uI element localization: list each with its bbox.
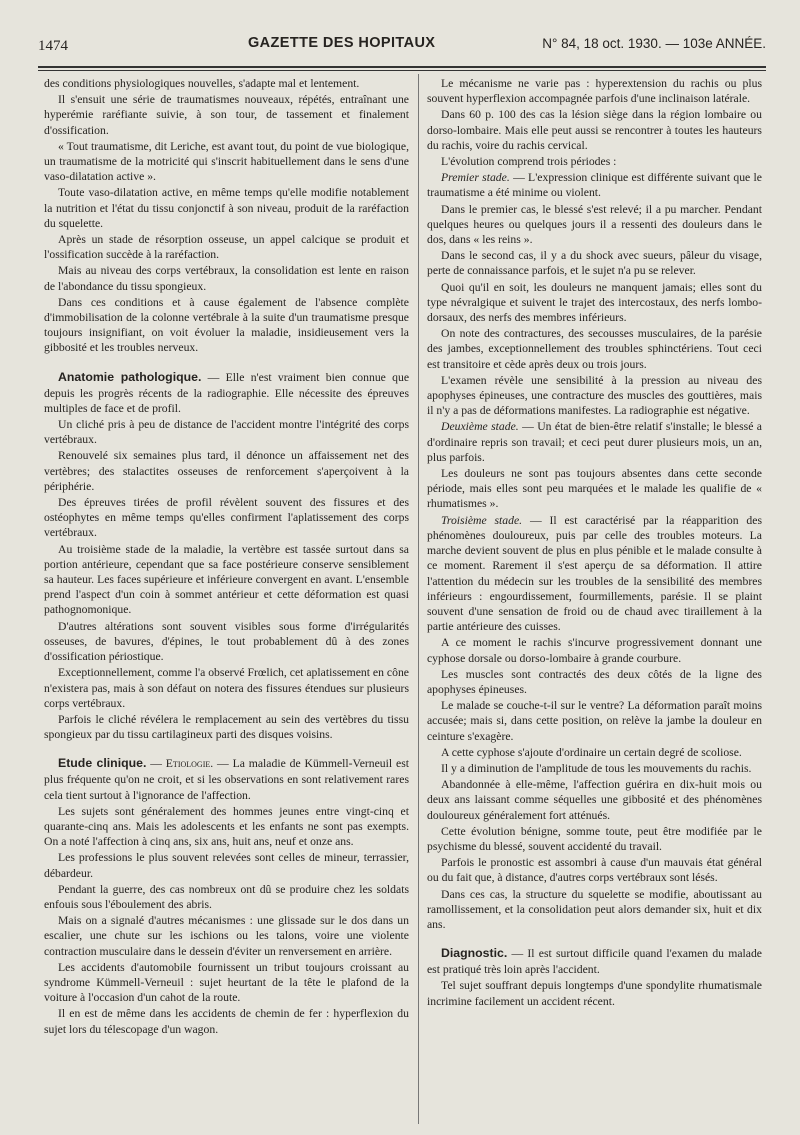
journal-title: GAZETTE DES HOPITAUX: [248, 35, 436, 51]
section-heading: Diagnostic.: [441, 946, 508, 961]
paragraph: Abandonnée à elle-même, l'affection guérira en dix-huit mois ou deux ans laissant comme séquelles une gibbosité et des phénomènes douloureux généralement fort atténués.: [427, 778, 762, 822]
paragraph: Dans ces conditions et à cause également de l'absence complète d'immobilisation de la colonne vertébrale à la suite d'un traumatisme presque toujours insignifiant, on voit évoluer la maladie, insidieusement vers la gibbosité et les troubles nerveux.: [44, 295, 409, 355]
paragraph: D'autres altérations sont souvent visibles sous forme d'irrégularités osseuses, de bavures, d'épines, le tout probablement dû à des zones d'ossification périostique.: [44, 619, 409, 664]
left-column: [44, 76, 409, 1038]
paragraph: Il en est de même dans les accidents de chemin de fer : hyperflexion du sujet lors du télescopage d'un wagon.: [44, 1007, 409, 1036]
paragraph: Tel sujet souffrant depuis longtemps d'une spondylite rhumatismale incrimine facilement un accident récent.: [427, 979, 762, 1008]
paragraph: des conditions physiologiques nouvelles, s'adapte mal et lentement.: [44, 77, 360, 90]
issue-info: N° 84, 18 oct. 1930. — 103e ANNÉE.: [542, 36, 766, 51]
paragraph: Les douleurs ne sont pas toujours absentes dans cette seconde période, mais elles sont peu marquées et le malade les qualifie de « rhumatismes ».: [427, 467, 762, 511]
stage-label: Deuxième stade.: [441, 420, 519, 434]
paragraph: « Tout traumatisme, dit Leriche, est avant tout, du point de vue biologique, un traumatisme de la motricité qui s'inscrit habituellement dans le sens d'une vaso-dilatation active ».: [44, 139, 409, 184]
stage-paragraph: [427, 170, 762, 200]
paragraph: Parfois le cliché révélera le remplacement au sein des vertèbres du tissu spongieux par du tissu cartilagineux parti des disques voisins.: [44, 712, 409, 742]
section-heading: Anatomie pathologique.: [58, 369, 202, 384]
page-header: [38, 30, 766, 64]
stage-paragraph: [427, 419, 762, 465]
page-number: 1474: [38, 38, 68, 54]
paragraph: On note des contractures, des secousses musculaires, de la parésie des jambes, exceptionnellement des troubles sphinctériens. Tout ceci est transitoire et cède après deux ou trois jours.: [427, 327, 762, 371]
paragraph: Les muscles sont contractés des deux côtés de la ligne des apophyses épineuses.: [427, 667, 762, 696]
column-divider: [418, 74, 419, 1124]
stage-label: Premier stade.: [441, 171, 510, 185]
section-text: — Il est surtout difficile quand l'examen du malade est pratiqué très loin après l'accident.: [427, 947, 762, 977]
paragraph: Dans ces cas, la structure du squelette se modifie, aboutissant au ramollissement, et la consolidation peut alors demander six, huit et dix ans.: [427, 887, 762, 931]
stage-label: Troisième stade.: [441, 513, 523, 527]
paragraph: Le mécanisme ne varie pas : hyperextension du rachis ou plus souvent hyperflexion accompagnée parfois d'une inclinaison latérale.: [427, 77, 762, 106]
paragraph: Cette évolution bénigne, somme toute, peut être modifiée par le psychisme du blessé, souvent accidenté du travail.: [427, 824, 762, 853]
paragraph: Les sujets sont généralement des hommes jeunes entre vingt-cinq et quarante-cinq ans. Mais les adolescents et les enfants ne sont pas exempts. On a noté l'affection à cinq ans, six ans, huit ans, neuf et onze ans.: [44, 804, 409, 849]
paragraph: A cette cyphose s'ajoute d'ordinaire un certain degré de scoliose.: [441, 745, 742, 759]
paragraph: Parfois le pronostic est assombri à cause d'un mauvais état général ou du fait que, à distance, d'autres corps vertébraux sont lésés.: [427, 856, 762, 885]
section-diagnostic: [427, 946, 762, 977]
paragraph: Après un stade de résorption osseuse, un appel calcique se produit et l'ossification succède à la raréfaction.: [44, 233, 409, 262]
paragraph: Dans 60 p. 100 des cas la lésion siège dans la région lombaire ou dorso-lombaire. Mais elle peut aussi se rencontrer à toutes les hauteurs du rachis, voire du rachis cervical.: [427, 108, 762, 152]
paragraph: Quoi qu'il en soit, les douleurs ne manquent jamais; elles sont du type névralgique et suivent le trajet des intercostaux, des nerfs lombo-dorsaux, des nerfs des membres inférieurs.: [427, 280, 762, 325]
section-text: — Elle n'est vraiment bien connue que depuis les progrès récents de la radiographie. Elle nécessite des épreuves multiples de face et de profil.: [44, 370, 410, 415]
stage-text: — Un état de bien-être relatif s'installe; le blessé a d'ordinaire repris son travail; et ceci peut durer plusieurs mois, un an, plus parfois.: [427, 420, 762, 464]
paragraph: Dans le premier cas, le blessé s'est relevé; il a pu marcher. Pendant quelques heures ou quelques jours il a ressenti des douleurs dans le dos, dans « les reins ».: [427, 202, 762, 247]
paragraph: Mais au niveau des corps vertébraux, la consolidation est lente en raison de l'abondance du tissu spongieux.: [44, 264, 409, 293]
subsection-heading: Etiologie.: [165, 757, 214, 771]
paragraph: Pendant la guerre, des cas nombreux ont dû se produire chez les soldats enfouis sous l'éboulement des abris.: [44, 882, 409, 911]
paragraph: Toute vaso-dilatation active, en même temps qu'elle modifie notablement la nutrition et l'état du tissu conjonctif à son niveau, produit de la raréfaction du squelette.: [44, 186, 409, 230]
paragraph: Des épreuves tirées de profil révèlent souvent des fissures et des ostéophytes en même temps qu'elles confirment l'aplatissement des corps vertébraux.: [44, 496, 409, 540]
paragraph: Il y a diminution de l'amplitude de tous les mouvements du rachis.: [441, 761, 752, 775]
stage-text: — Il est caractérisé par la réapparition des phénomènes douloureux, puis par celle des troubles moteurs. La marche devient souvent de plus en plus pénible et le malade consulte à ce moment. Rarement il s'est aperçu de sa déformation. Il attire l'attention du médecin sur les troubles de la sensibilité des membres inférieurs : engourdissement, fourmillements, parésie. Il se plaint souvent d'une sensation de froid ou de chaud avec tiraillement à la partie antérieure des cuisses.: [427, 513, 762, 634]
header-rule-thin: [38, 70, 766, 71]
paragraph: Un cliché pris à peu de distance de l'accident montre l'intégrité des corps vertébraux.: [44, 418, 409, 447]
paragraph: Mais on a signalé d'autres mécanismes : une glissade sur le dos dans un escalier, une chute sur les ischions ou les talons, voire une violente contraction musculaire dans le dessein d'éviter un renversement en arrière.: [44, 914, 409, 958]
paragraph: Dans le second cas, il y a du shock avec sueurs, pâleur du visage, perte de connaissance parfois, et le sujet n'a pu se relever.: [427, 249, 762, 278]
paragraph: Le malade se couche-t-il sur le ventre? La déformation paraît moins accusée; mais si, dans cette position, on relève la jambe la douleur en ceinture s'exagère.: [427, 699, 762, 743]
section-text: — La maladie de Kümmell-Verneuil est plus fréquente qu'on ne croit, et si les observations en sont relativement rares cela tient surtout à l'ignorance de l'affection.: [44, 757, 409, 802]
section-anatomie: [44, 370, 409, 416]
paragraph: A ce moment le rachis s'incurve progressivement donnant une cyphose dorsale ou dorso-lombaire à grande courbure.: [427, 636, 762, 665]
stage-text: — L'expression clinique est différente suivant que le traumatisme a été minime ou violent.: [427, 171, 762, 200]
right-column: [427, 76, 762, 1010]
paragraph: Renouvelé six semaines plus tard, il dénonce un affaissement net des vertèbres; des stalactites osseuses de renforcement s'aperçoivent à la périphérie.: [44, 449, 409, 493]
paragraph: Exceptionnellement, comme l'a observé Frœlich, cet aplatissement en cône n'existera pas, mais à son défaut on notera des fissures étendues sur plusieurs corps vertébraux.: [44, 666, 409, 710]
paragraph: Les accidents d'automobile fournissent un tribut toujours croissant au syndrome Kümmell-Verneuil : sujet heurtant de la tête le plafond de la voiture à l'occasion d'un cahot de la route.: [44, 960, 409, 1005]
section-etude-clinique: Etude clinique. — Etiologie. — La maladie de Kümmell-Verneuil est plus fréquente qu'on ne croit, et si les observations en sont relativement rares cela tient surtout à l'ignorance de l'affection.: [44, 756, 409, 802]
paragraph: Au troisième stade de la maladie, la vertèbre est tassée surtout dans sa portion antérieure, cependant que sa face postérieure conserve sensiblement sa hauteur. Les faces supérieure et inférieure convergent en avant. L'ensemble prend l'aspect d'un coin à sommet antérieur et cette déformation est quasi pathognomonique.: [44, 542, 409, 617]
paragraph: Il s'ensuit une série de traumatismes nouveaux, répétés, entraînant une hyperémie raréfiante suivie, à son tour, de tassement et finalement d'ossification.: [44, 93, 409, 137]
paragraph: Les professions le plus souvent relevées sont celles de mineur, terrassier, débardeur.: [44, 851, 409, 880]
stage-paragraph: [427, 513, 762, 635]
paragraph: L'évolution comprend trois périodes :: [441, 155, 617, 169]
section-heading: Etude clinique.: [58, 756, 147, 771]
header-rule: [38, 66, 766, 68]
paragraph: L'examen révèle une sensibilité à la pression au niveau des apophyses épineuses, une contracture des muscles des gouttières, mais il n'y a pas de déformations manifestes. La radiographie est négative.: [427, 373, 762, 418]
